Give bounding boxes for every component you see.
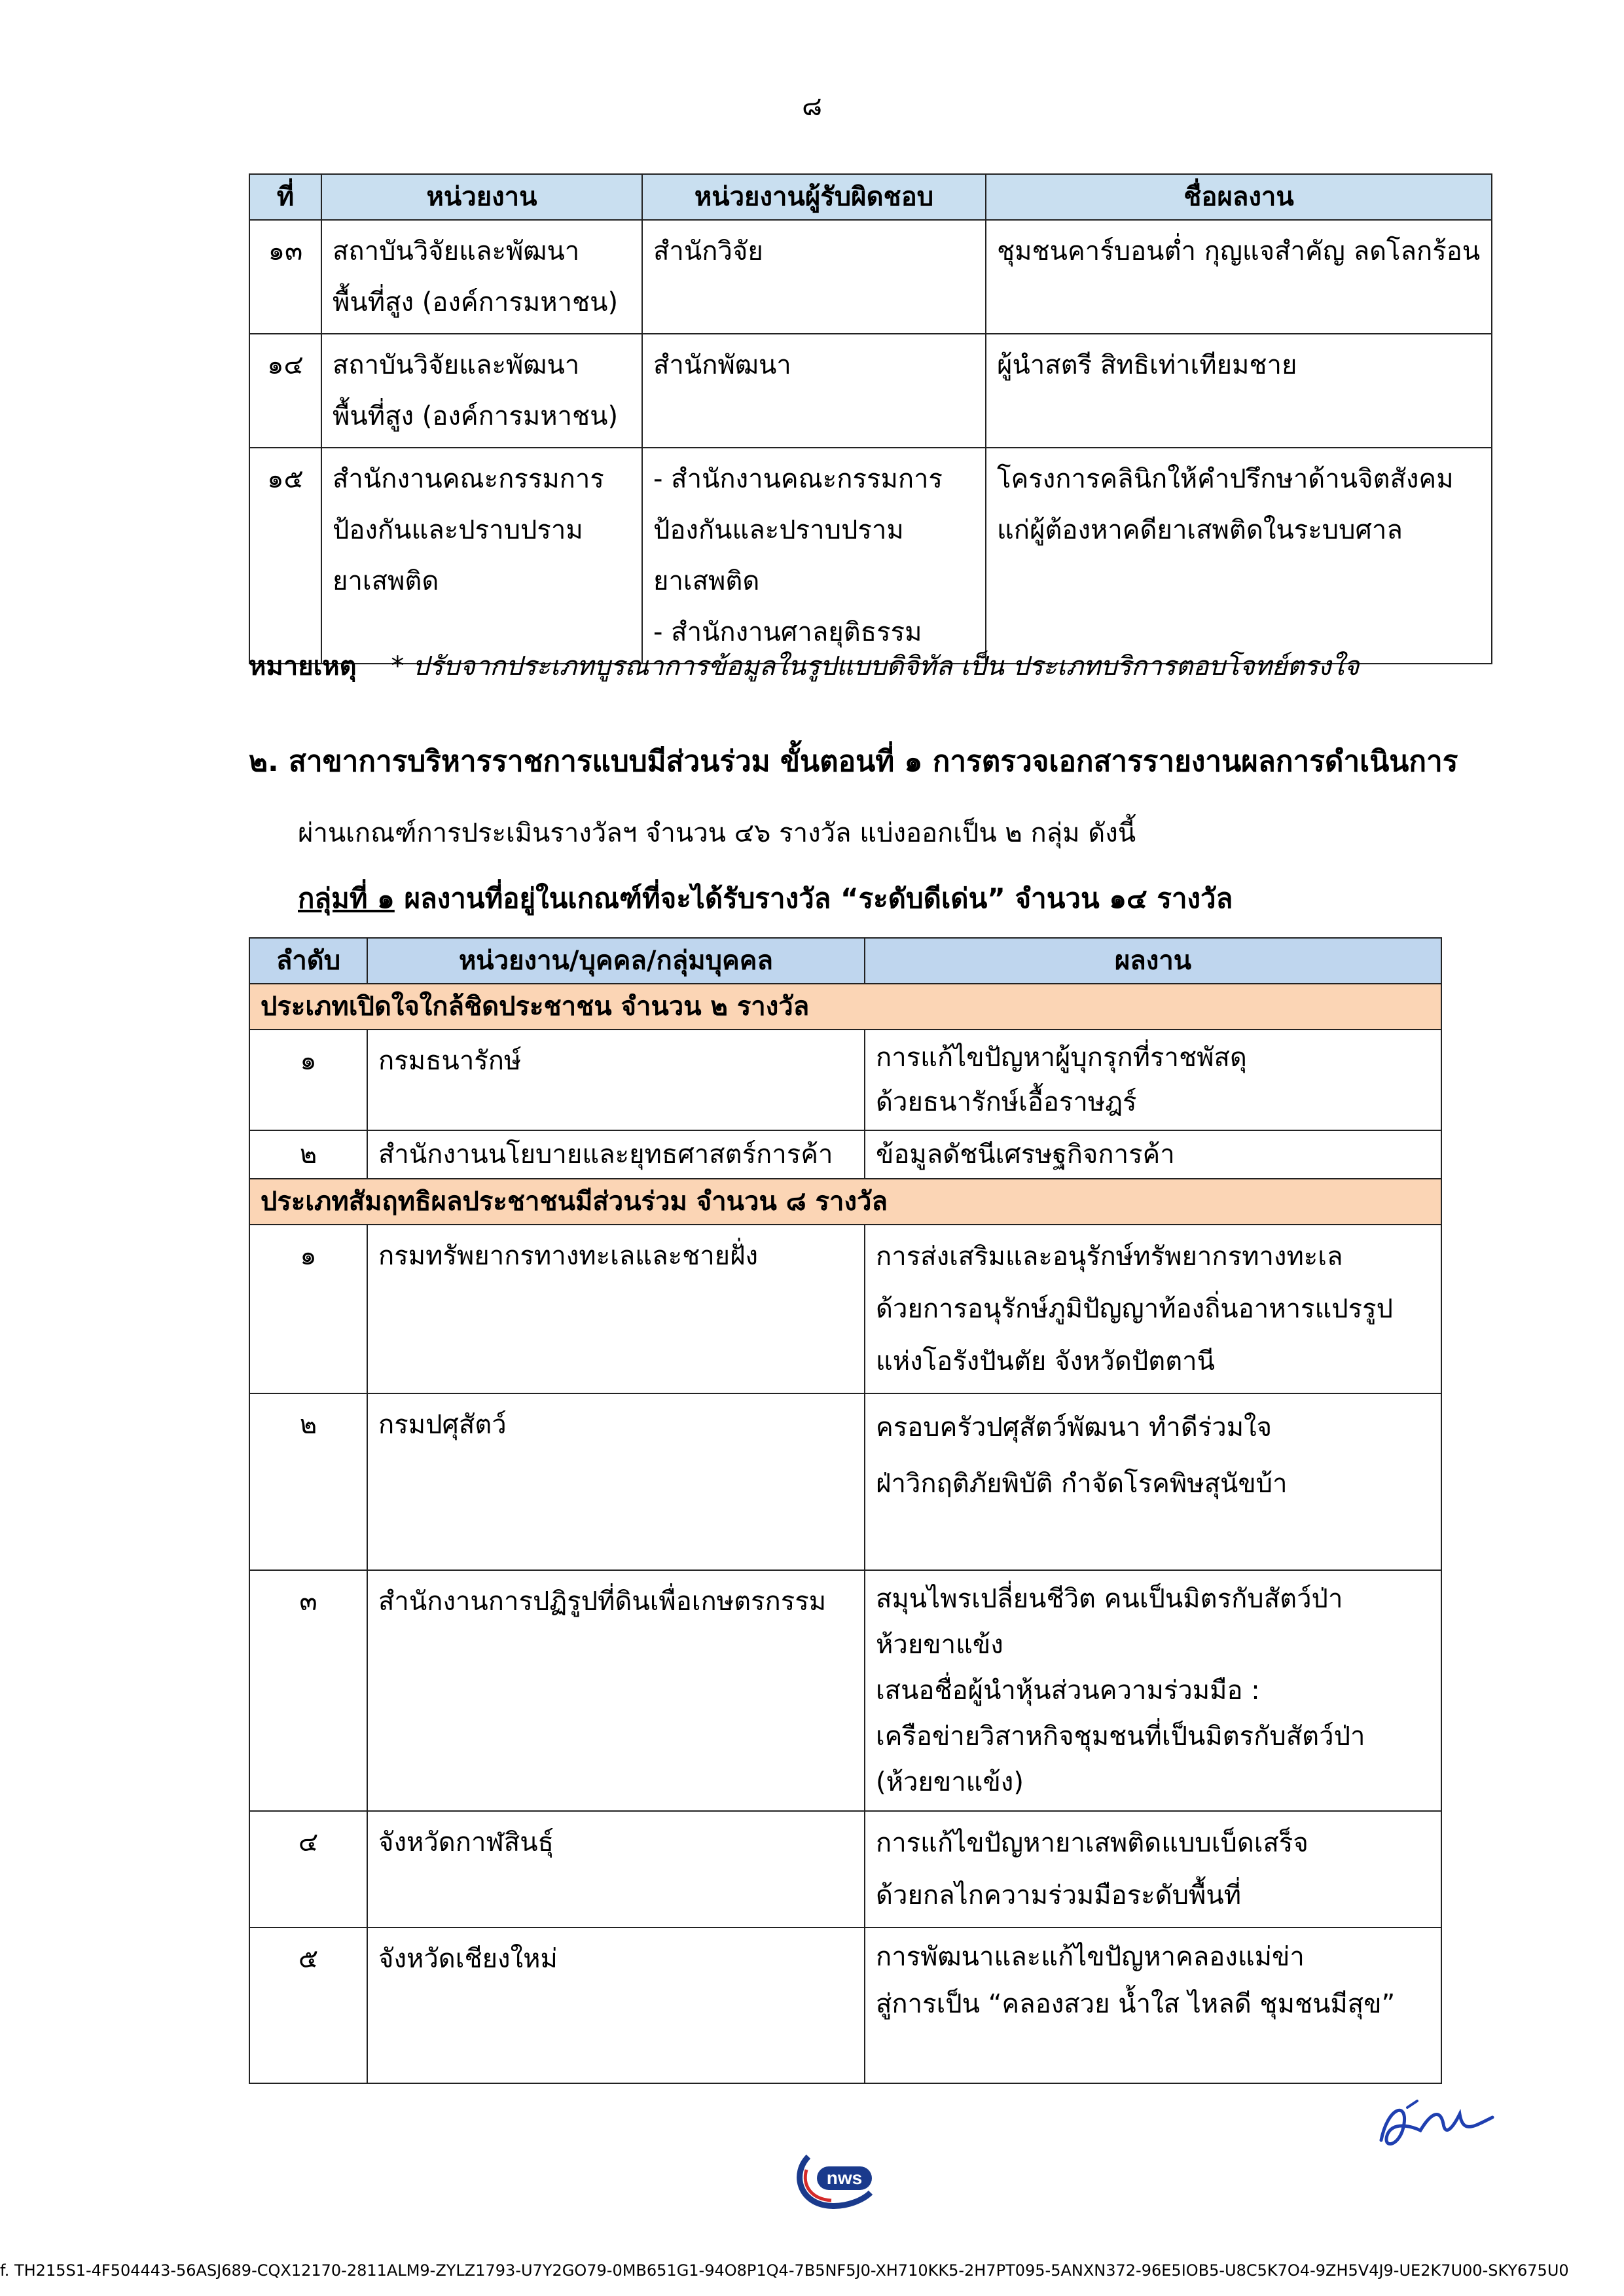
footnote [249,645,1359,687]
row-agency [321,334,642,448]
table-row [249,334,1492,448]
responsible-line: ป้องกันและปราบปราม [653,515,904,545]
work-line: ด้วยธนารักษ์เอื้อราษฎร์ [876,1087,1137,1117]
row-no: ๑ [249,1225,367,1393]
row-agency: สำนักงานการปฏิรูปที่ดินเพื่อเกษตรกรรม [367,1570,865,1811]
work-line: แก่ผู้ต้องหาคดียาเสพติดในระบบศาล [997,515,1403,545]
agency-line: สถาบันวิจัยและพัฒนา [333,236,580,266]
col-header-work: ชื่อผลงาน [986,174,1492,220]
responsible-line: สำนักพัฒนา [653,350,791,380]
row-agency: สำนักงานนโยบายและยุทธศาสตร์การค้า [367,1130,865,1179]
table-header-row [249,174,1492,220]
row-work [865,1570,1441,1811]
table-row [249,1030,1441,1130]
work-line: ด้วยการอนุรักษ์ภูมิปัญญาท้องถิ่นอาหารแปรรูป [876,1294,1394,1324]
col-header-order: ลำดับ [249,938,367,984]
row-work [865,1130,1441,1179]
row-agency: กรมธนารักษ์ [367,1030,865,1130]
row-work [865,1928,1441,2083]
work-line: ฝ่าวิกฤติภัยพิบัติ กำจัดโรคพิษสุนัขบ้า [876,1469,1288,1499]
row-no: ๓ [249,1570,367,1811]
col-header-work: ผลงาน [865,938,1441,984]
row-work [986,448,1492,664]
ocsc-logo [792,2147,877,2212]
row-work [865,1030,1441,1130]
row-no: ๑๔ [249,334,321,448]
work-line: ผู้นำสตรี สิทธิเท่าเทียมชาย [997,350,1297,380]
agency-line: สถาบันวิจัยและพัฒนา [333,350,580,380]
table-row [249,1928,1441,2083]
col-header-agency: หน่วยงาน/บุคคล/กลุ่มบุคคล [367,938,865,984]
table-row [249,1811,1441,1928]
work-line: โครงการคลินิกให้คำปรึกษาด้านจิตสังคม [997,464,1454,494]
table-row [249,448,1492,664]
responsible-line: - สำนักงานศาลยุติธรรม [653,617,922,647]
work-line: ห้วยขาแข้ง [876,1630,1003,1660]
category-row [249,1179,1441,1225]
section-subtitle: ผ่านเกณฑ์การประเมินรางวัลฯ จำนวน ๔๖ รางวัล แบ่งออกเป็น ๒ กลุ่ม ดังนี้ [298,818,1136,848]
col-header-no: ที่ [249,174,321,220]
row-no: ๑ [249,1030,367,1130]
work-line: แห่งโอรังปันตัย จังหวัดปัตตานี [876,1346,1215,1376]
row-no: ๑๕ [249,448,321,664]
row-agency: จังหวัดกาฬสินธุ์ [367,1811,865,1928]
category-label: ประเภทสัมฤทธิผลประชาชนมีส่วนร่วม จำนวน ๘ รางวัล [249,1179,1441,1225]
table-row [249,1225,1441,1393]
row-agency: กรมปศุสัตว์ [367,1393,865,1570]
work-line: (ห้วยขาแข้ง) [876,1767,1024,1797]
logo-text: nws [826,2168,863,2188]
table-row [249,220,1492,334]
group-text: ผลงานที่อยู่ในเกณฑ์ที่จะได้รับรางวัล “ระดับดีเด่น” จำนวน ๑๔ รางวัล [394,882,1233,914]
agency-line: ป้องกันและปราบปราม [333,515,583,545]
row-responsible [642,448,986,664]
row-responsible [642,334,986,448]
row-agency [321,448,642,664]
agency-line: สำนักงานคณะกรรมการ [333,464,604,494]
document-tracking-code: f. TH215S1-4F504443-56ASJ689-CQX12170-2811ALM9-ZYLZ1793-U7Y2GO79-0MB651G1-94O8P1Q4-7B5NF5J0-XH710KK5-2H7PT095-5ANXN372-96E5IOB5-U8C5K7O4-9ZH5V4J9-UE2K7U00-SKY675U0 [0,2261,1569,2280]
footnote-label: หมายเหตุ [249,651,357,681]
row-no: ๕ [249,1928,367,2083]
work-line: การพัฒนาและแก้ไขปัญหาคลองแม่ข่า [876,1942,1305,1972]
agency-line: พื้นที่สูง (องค์การมหาชน) [333,401,619,431]
work-line: สมุนไพรเปลี่ยนชีวิต คนเป็นมิตรกับสัตว์ป่า [876,1584,1343,1614]
agency-line: พื้นที่สูง (องค์การมหาชน) [333,287,619,317]
work-line: การแก้ไขปัญหาผู้บุกรุกที่ราชพัสดุ [876,1043,1247,1073]
row-work [865,1225,1441,1393]
work-line: ด้วยกลไกความร่วมมือระดับพื้นที่ [876,1880,1242,1910]
col-header-responsible: หน่วยงานผู้รับผิดชอบ [642,174,986,220]
page-number: ๘ [802,92,822,122]
group-label: กลุ่มที่ ๑ [298,882,395,914]
row-agency: จังหวัดเชียงใหม่ [367,1928,865,2083]
agency-line: ยาเสพติด [333,566,439,596]
work-line: การส่งเสริมและอนุรักษ์ทรัพยากรทางทะเล [876,1242,1343,1272]
footnote-text: * ปรับจากประเภทบูรณาการข้อมูลในรูปแบบดิจิทัล เป็น ประเภทบริการตอบโจทย์ตรงใจ [391,651,1360,681]
col-header-agency: หน่วยงาน [321,174,642,220]
row-no: ๑๓ [249,220,321,334]
row-no: ๒ [249,1130,367,1179]
row-no: ๔ [249,1811,367,1928]
row-work [865,1393,1441,1570]
work-line: ชุมชนคาร์บอนต่ำ กุญแจสำคัญ ลดโลกร้อน [997,236,1481,266]
responsible-line: - สำนักงานคณะกรรมการ [653,464,943,494]
group-heading [298,877,1233,920]
row-work [865,1811,1441,1928]
category-row [249,984,1441,1030]
work-line: สู่การเป็น “คลองสวย น้ำใส ไหลดี ชุมชนมีสุข” [876,1989,1396,2019]
row-responsible [642,220,986,334]
section-title: ๒. สาขาการบริหารราชการแบบมีส่วนร่วม ขั้นตอนที่ ๑ การตรวจเอกสารรายงานผลการดำเนินการ [249,745,1458,778]
table-row [249,1570,1441,1811]
category-label: ประเภทเปิดใจใกล้ชิดประชาชน จำนวน ๒ รางวัล [249,984,1441,1030]
awards-table-continued [249,173,1492,664]
handwritten-signature [1368,2088,1499,2160]
work-line: การแก้ไขปัญหายาเสพติดแบบเบ็ดเสร็จ [876,1828,1308,1858]
work-line: เสนอชื่อผู้นำหุ้นส่วนความร่วมมือ : [876,1676,1260,1706]
table-row [249,1130,1441,1179]
responsible-line: ยาเสพติด [653,566,760,596]
row-work [986,220,1492,334]
work-line: ครอบครัวปศุสัตว์พัฒนา ทำดีร่วมใจ [876,1412,1272,1443]
group1-awards-table [249,937,1442,2084]
row-no: ๒ [249,1393,367,1570]
row-agency: กรมทรัพยากรทางทะเลและชายฝั่ง [367,1225,865,1393]
work-line: เครือข่ายวิสาหกิจชุมชนที่เป็นมิตรกับสัตว์ป่า [876,1721,1365,1751]
table-row [249,1393,1441,1570]
responsible-line: สำนักวิจัย [653,236,763,266]
work-line: ข้อมูลดัชนีเศรษฐกิจการค้า [876,1139,1175,1170]
row-work [986,334,1492,448]
row-agency [321,220,642,334]
table-header-row [249,938,1441,984]
